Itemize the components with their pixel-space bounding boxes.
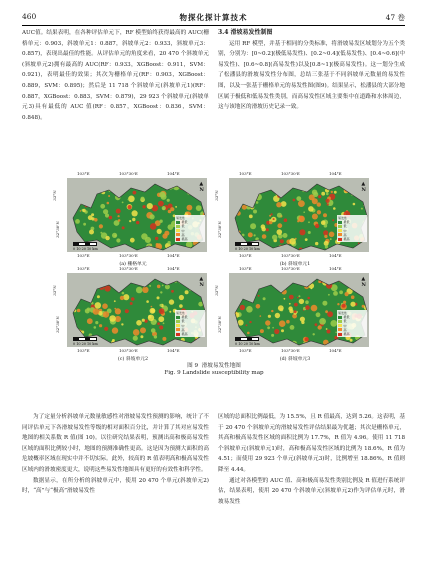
north-label: N [361,187,366,193]
scale-bar [73,242,98,251]
longitude-tick-label: 103°30'E [119,348,138,353]
scale-text: 0 10 20 10 km [235,342,260,346]
paragraph: 通过对各模型的 AUC 值、高和极高易发性类别比例及 R 值进行系统评估，结果表明，使用 20 470 个斜坡单元(斜坡单元2)作为评估单元时，滑坡易发性 [218,477,405,505]
longitude-tick-label: 103°E [239,348,252,353]
longitude-tick-label: 103°30'E [281,171,300,176]
north-arrow-icon: ▲ N [361,181,366,193]
legend-swatch [176,233,180,236]
legend-swatch [176,333,180,336]
left-column-top [22,28,209,123]
legend-label: 极低 [181,315,188,320]
scale-bar [235,242,260,251]
longitude-tick-label: 103°E [239,253,252,258]
running-header [22,12,405,24]
longitude-tick-label: 104°E [167,266,180,271]
legend-label: 低 [343,224,347,229]
map-legend [337,215,367,242]
legend-label: 极低 [343,220,350,225]
legend-swatch [176,316,180,319]
legend-swatch [176,328,180,331]
longitude-tick-label: 104°E [167,348,180,353]
north-arrow-icon: ▲ N [199,276,204,288]
latitude-tick-label: 33°N [51,285,57,296]
scale-bar [235,337,260,346]
legend-title: 易发性 [338,311,348,315]
latitude-tick-label: 33°N [213,285,219,296]
legend-label: 低 [181,319,185,324]
legend-swatch [176,238,180,241]
longitude-tick-label: 103°30'E [119,171,138,176]
legend-swatch [338,233,342,236]
legend-title: 易发性 [338,216,348,220]
longitude-tick-label: 104°E [329,171,342,176]
panel-label: (b) 斜坡单元1 [279,262,311,267]
latitude-tick-label: 32°30'N [216,221,222,238]
legend-label: 极高 [343,237,350,242]
paragraph: 为了定量分析斜坡单元数量敏感性对滑坡易发性预测的影响，统计了不同评估单元下各滑坡易发性等级的相对面积百分比，并计算了其对应易发性地图的相关系数 R 值(图 10)。以往研究结果表明，预测出高和极高易发性区域的面积比例较小时，地图的预测准确性更高。这是因为预测大面积的高危坡概率区域在现实中并不切实际。此外，较高的 R 值表明高和极高易发性区域内的滑坡密度更大，说明这些易发性地图具有更好的有效性和科学性。 [22,414,209,473]
map-panel [213,266,373,362]
legend-swatch [176,229,180,232]
longitude-tick-label: 103°E [239,171,252,176]
north-label: N [199,282,204,288]
longitude-tick-label: 104°E [167,171,180,176]
journal-title: 物探化探计算技术 [179,13,248,22]
scale-text: 0 10 20 10 km [235,247,260,251]
legend-label: 高 [343,232,347,237]
map-legend [175,310,205,337]
longitude-tick-label: 104°E [329,266,342,271]
paragraph: AUC值。结果表明，在各种评估单元下，RF 模型始终获得最高的 AUC(栅格单元：0.903，斜坡单元1：0.887，斜坡单元2：0.933，斜坡单元3：0.857)，表现出最佳的性能。从评估单元的角度来看，20 470 个斜坡单元(斜坡单元2)拥有最高的 AUC(RF：0.933，XGBoost：0.911，SVM：0.921)，表明最佳的效果；其次为栅格单元(RF：0.903，XGBoost：0.889，SVM：0.895)；然后是 11 718 个斜坡单元(斜坡单元1)(RF：0.887，XGBoost：0.883，SVM：0.879)，29 923 个斜坡单元(斜坡单元3)具有最低的 AUC 值(RF：0.857，XGBoost：0.836，SVM：0.848)。 [22,30,209,121]
map-legend [175,215,205,242]
legend-item [338,332,366,336]
legend-label: 中 [343,323,347,328]
scale-bar [73,337,98,346]
legend-swatch [338,333,342,336]
north-arrow-icon: ▲ N [199,181,204,193]
panel-label: (c) 斜坡单元2 [117,357,149,362]
longitude-tick-label: 103°E [77,253,90,258]
panel-label: (a) 栅格单元 [119,262,147,267]
legend-label: 极低 [343,315,350,320]
longitude-tick-label: 103°E [77,171,90,176]
longitude-tick-label: 103°E [77,266,90,271]
paragraph: 区域的总面积比例最低，为 15.5%，且 R 值最高，达到 5.26。这表明，基于 20 470 个斜坡单元的滑坡易发性评估结果最为优越；其次是栅格单元，其高和极高易发性区域的面积比例为 17.7%，R 值为 4.96。使用 11 718 个斜坡单元(斜坡单元1)时，高和极高易发性区域的比例为 18.6%，R 值为 4.51；而使用 29 923 个单元(斜坡单元3)时，比例增至 18.86%，R 值则降至 4.44。 [218,414,405,473]
legend-swatch [176,320,180,323]
latitude-tick-label: 32°30'N [54,221,60,238]
figure-number: 图 9 [187,363,199,369]
legend-label: 中 [181,323,185,328]
legend-swatch [338,324,342,327]
latitude-tick-label: 33°N [51,190,57,201]
legend-label: 高 [343,327,347,332]
legend-label: 中 [181,228,185,233]
header-rule [22,25,405,26]
longitude-tick-label: 104°E [329,348,342,353]
legend-label: 极高 [181,332,188,337]
legend-swatch [338,316,342,319]
map-panel [213,171,373,267]
longitude-tick-label: 103°E [239,266,252,271]
longitude-tick-label: 103°30'E [119,253,138,258]
longitude-tick-label: 103°30'E [119,266,138,271]
legend-label: 高 [181,327,185,332]
legend-swatch [338,328,342,331]
section-heading: 3.4 滑坡易发性制图 [218,29,273,36]
left-column-bottom [22,412,209,497]
legend-swatch [338,238,342,241]
longitude-tick-label: 103°E [77,348,90,353]
paragraph: 运用 RF 模型，并基于相同的分类标准，将滑坡易发区域划分为五个类别，分别为：[0~0.2](极低易发性)、[0.2~0.4](低易发性)、[0.4~0.6](中易发性)、[0.6~0.8](高易发性)以及[0.8~1](极高易发性)。这一划分生成了松潘县的滑坡易发性分布图，总结三张基于不同斜坡单元数量的易发性图，以及一张基于栅格单元的易发性图(图9)。结果显示，松潘县的大部分地区属于极低和低易发性类别，而高易发性区域主要集中在道路和水体周边，这与该地区的滑坡历史记录一致。 [218,40,405,111]
latitude-tick-label: 33°N [213,190,219,201]
north-label: N [199,187,204,193]
scale-text: 0 10 20 10 km [73,342,98,346]
map-panel [51,266,211,362]
longitude-tick-label: 103°30'E [281,253,300,258]
legend-item [176,237,204,241]
legend-label: 极高 [343,332,350,337]
paragraph: 数据显示，在所分析的斜坡单元中，使用 20 470 个单元(斜坡单元2)时，“高”与“极高”滑坡易发性 [22,477,209,495]
legend-swatch [338,320,342,323]
latitude-tick-label: 32°30'N [54,316,60,333]
figure-caption-cn [55,361,373,369]
panel-label: (d) 斜坡单元3 [279,357,311,362]
map-panel [51,171,211,267]
north-label: N [361,282,366,288]
legend-swatch [338,225,342,228]
legend-label: 高 [181,232,185,237]
legend-item [176,332,204,336]
figure-caption-en: Fig. 9 Landslide susceptibility map [164,370,264,376]
longitude-tick-label: 103°30'E [281,348,300,353]
legend-swatch [338,229,342,232]
longitude-tick-label: 104°E [167,253,180,258]
north-arrow-icon: ▲ N [361,276,366,288]
legend-swatch [176,225,180,228]
figure-title-cn: 滑坡易发性地图 [201,363,241,369]
legend-title: 易发性 [176,216,186,220]
map-legend [337,310,367,337]
legend-item [338,237,366,241]
right-column-bottom [218,412,405,507]
longitude-tick-label: 103°30'E [281,266,300,271]
legend-label: 低 [181,224,185,229]
volume-label: 47 卷 [385,13,405,22]
scale-text: 0 10 20 10 km [73,247,98,251]
legend-swatch [176,324,180,327]
legend-label: 极高 [181,237,188,242]
legend-label: 中 [343,228,347,233]
legend-title: 易发性 [176,311,186,315]
right-column-top [218,28,405,113]
page-number: 460 [22,12,37,21]
legend-swatch [176,221,180,224]
legend-swatch [338,221,342,224]
legend-label: 极低 [181,220,188,225]
legend-label: 低 [343,319,347,324]
longitude-tick-label: 104°E [329,253,342,258]
figure-landslide-maps [51,171,373,376]
latitude-tick-label: 32°30'N [216,316,222,333]
